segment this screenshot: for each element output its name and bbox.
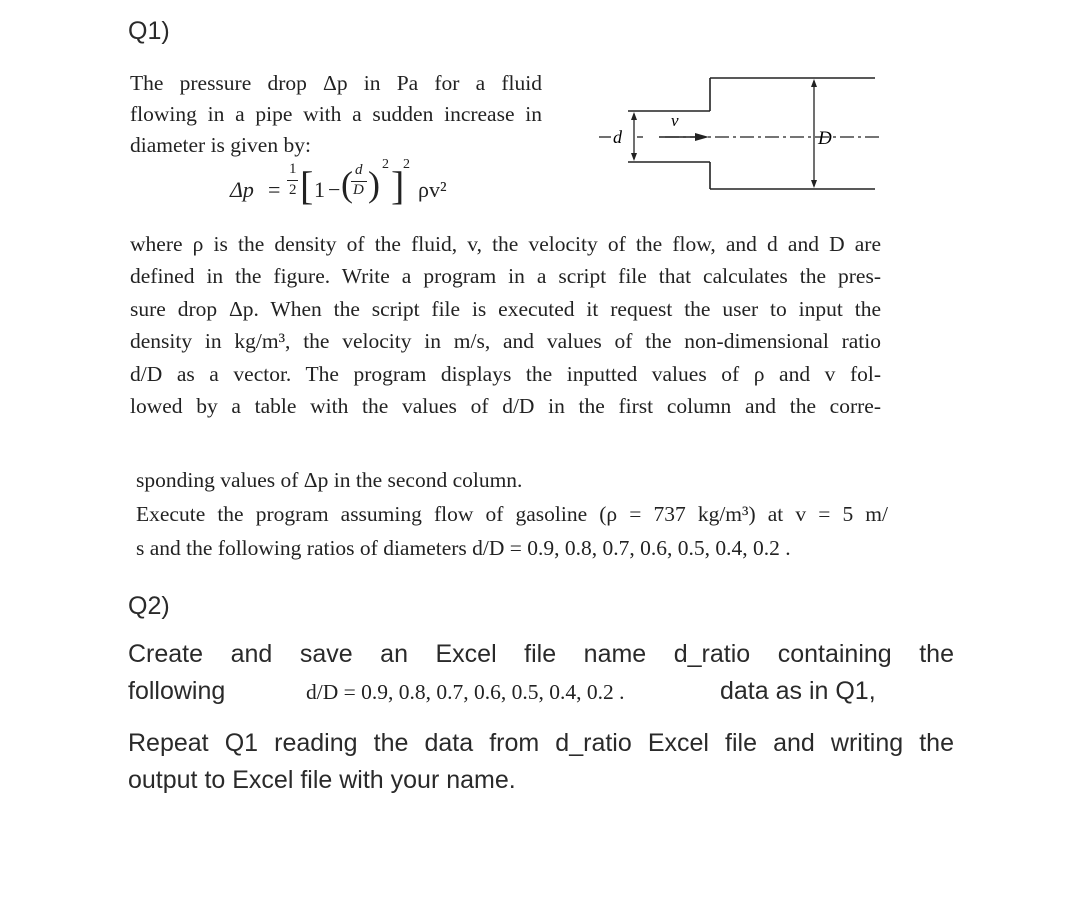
body-line: lowed by a table with the values of d/D in the first column and the corre- bbox=[130, 394, 881, 419]
pressure-drop-formula bbox=[230, 157, 490, 220]
formula-ratio-numerator: d bbox=[355, 162, 363, 178]
formula-half-bar bbox=[287, 180, 298, 181]
diagram-label-d: d bbox=[613, 127, 622, 147]
formula-close-paren: ) bbox=[368, 164, 380, 204]
pipe-expansion-diagram bbox=[585, 70, 885, 200]
body-line: where ρ is the density of the fluid, v, the velocity of the flow, and d and D are bbox=[130, 232, 881, 256]
formula-one: 1 bbox=[314, 177, 325, 202]
q2-data-as: data as in Q1, bbox=[720, 677, 876, 705]
body-line: defined in the figure. Write a program in a script file that calculates the pres- bbox=[130, 264, 881, 289]
intro-line: diameter is given by: bbox=[130, 133, 311, 157]
intro-line: flowing in a pipe with a sudden increase in bbox=[130, 102, 542, 126]
q2-heading: Q2) bbox=[128, 592, 170, 620]
formula-minus: − bbox=[328, 177, 341, 202]
continuation-line: sponding values of Δp in the second column. bbox=[136, 468, 523, 492]
diagram-label-D: D bbox=[818, 128, 832, 149]
continuation-line: s and the following ratios of diameters d/D = 0.9, 0.8, 0.7, 0.6, 0.5, 0.4, 0.2 . bbox=[136, 536, 791, 560]
q1-continuation bbox=[136, 463, 888, 565]
body-line: sure drop Δp. When the script file is executed it request the user to input the bbox=[130, 296, 881, 321]
formula-ratio-denominator: D bbox=[353, 182, 364, 198]
formula-open-bracket: [ bbox=[300, 163, 314, 208]
formula-close-bracket: ] bbox=[391, 163, 405, 208]
q2-following: following bbox=[128, 677, 226, 705]
q2-ratio-values: d/D = 0.9, 0.8, 0.7, 0.6, 0.5, 0.4, 0.2 . bbox=[306, 680, 625, 704]
q1-intro bbox=[130, 68, 542, 161]
formula-equals: = bbox=[268, 177, 281, 202]
formula-inner-exponent: 2 bbox=[382, 157, 389, 172]
formula-half-denominator: 2 bbox=[289, 182, 297, 198]
q1-heading: Q1) bbox=[128, 17, 170, 45]
q1-body bbox=[130, 228, 881, 422]
continuation-line: Execute the program assuming flow of gasoline (ρ = 737 kg/m³) at v = 5 m/ bbox=[136, 502, 888, 526]
q2-paragraph-2 bbox=[128, 725, 954, 799]
q2-line: output to Excel file with your name. bbox=[128, 766, 516, 794]
intro-line: The pressure drop Δp in Pa for a fluid bbox=[130, 71, 542, 95]
formula-outer-exponent: 2 bbox=[403, 157, 410, 172]
q2-line: Repeat Q1 reading the data from d_ratio Excel file and writing the bbox=[128, 729, 954, 757]
formula-lhs: Δp bbox=[230, 177, 254, 202]
formula-open-paren: ( bbox=[341, 164, 353, 204]
formula-half-numerator: 1 bbox=[289, 161, 297, 177]
q2-line: Create and save an Excel file name d_ratio containing the bbox=[128, 640, 954, 668]
diagram-label-v: v bbox=[671, 111, 679, 130]
q2-line-2 bbox=[128, 673, 954, 710]
formula-tail: ρv² bbox=[418, 177, 447, 202]
body-line: d/D as a vector. The program displays the inputted values of ρ and v fol- bbox=[130, 361, 881, 386]
flow-arrow-icon bbox=[695, 133, 709, 141]
body-line: density in kg/m³, the velocity in m/s, and values of the non-dimensional ratio bbox=[130, 329, 881, 354]
q2-paragraph-1 bbox=[128, 636, 954, 710]
